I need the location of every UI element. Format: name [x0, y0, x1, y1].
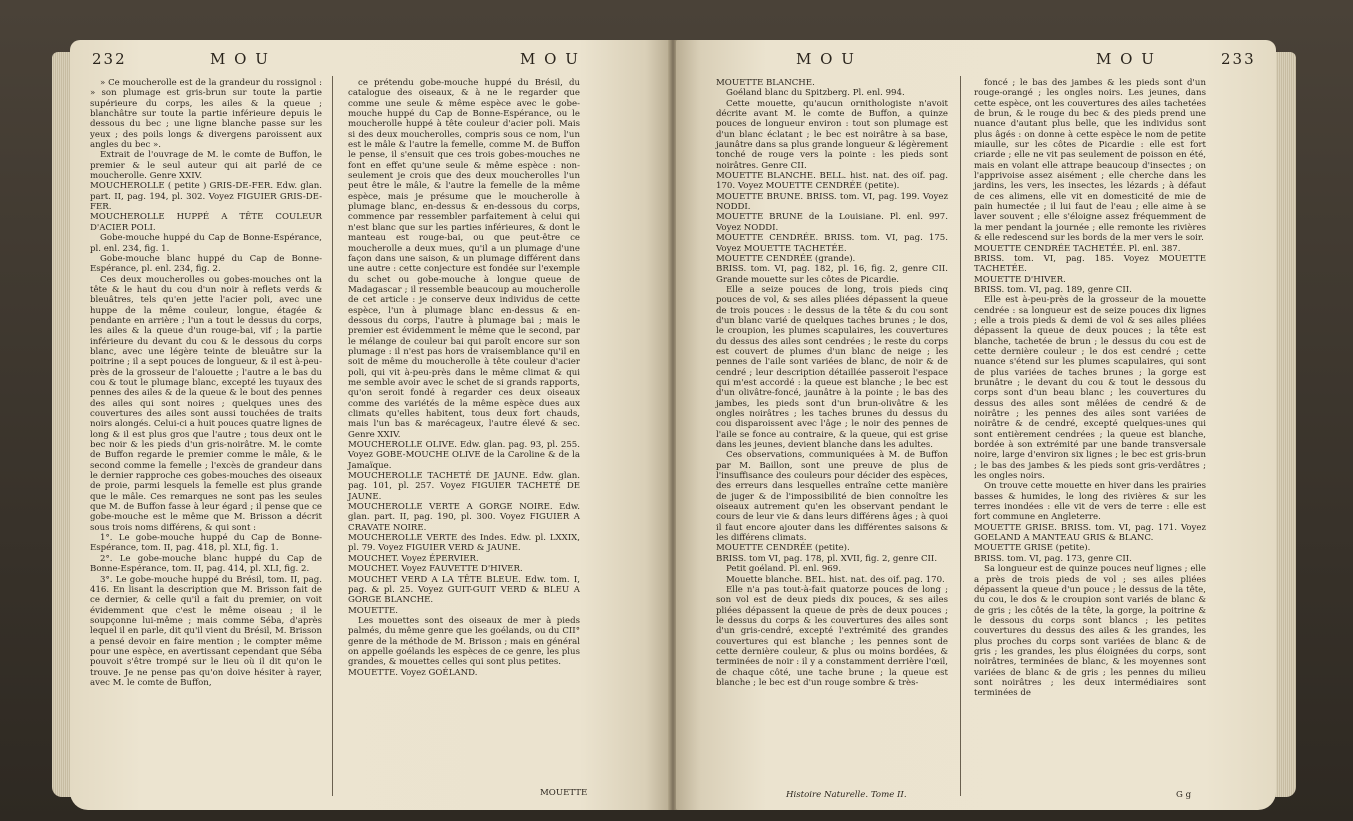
paragraph: Cette mouette, qu'aucun ornithologiste n'avoit décrite avant M. le comte de Buffon, a quinze pouces de longueur environ : tout son plumage est d'un blanc éclatant ; le bec est noirâtre à sa base, jaunâtre dans sa plus grande longueur & légèrement tonché de rouge vers la pointe : les pieds sont noirâtres. Genre CII.: [716, 98, 948, 171]
paragraph: Elle a seize pouces de long, trois pieds cinq pouces de vol, & ses ailes pliées dépassent la queue de trois pouces : le dessus de la tête & du cou sont d'un blanc varié de quelques taches brunes ; le dos, le croupion, les plumes scapulaires, les couvertures du dessus des ailes sont cendrées ; le reste du corps est couvert de plumes d'un blanc de neige ; les pennes de l'aile sont variées de blanc, de noir & de cendré ; leur description détaillée passeroit l'espace qui m'est accordé : la queue est blanche ; le bec est d'un olivâtre-foncé, jaunâtre à la pointe ; le bas des jambes, les pieds sont d'un brun-olivâtre & les ongles noirâtres ; les taches brunes du dessus du cou disparoissent avec l'âge ; le noir des pennes de l'aile se fonce au contraire, & la queue, qui est grise dans les jeunes, devient blanche dans les adultes.: [716, 284, 948, 451]
paragraph: MOUCHEROLLE TACHETÉ DE JAUNE. Edw. glan. pag. 101, pl. 257. Voyez FIGUIER TACHETÉ DE JAUNE.: [348, 471, 580, 502]
paragraph: Gobe-mouche blanc huppé du Cap de Bonne-Espérance, pl. enl. 234, fig. 2.: [90, 253, 322, 275]
paragraph: MOUCHEROLLE HUPPÉ A TÊTE COULEUR D'ACIER POLI.: [90, 212, 322, 233]
left-page: [70, 40, 670, 810]
left-column-1: [90, 78, 322, 688]
paragraph: MOUCHET. Voyez FAUVETTE D'HIVER.: [348, 564, 523, 575]
paragraph: MOUETTE CENDRÉE (grande).: [716, 253, 856, 264]
paragraph: MOUCHET. Voyez ÉPERVIER.: [348, 553, 479, 564]
paragraph: MOUETTE BLANCHE. BELL. hist. nat. des oif. pag. 170. Voyez MOUETTE CENDRÉE (petite).: [716, 171, 948, 192]
left-column-2: [348, 78, 580, 678]
column-divider: [332, 76, 333, 796]
paragraph: Ces deux moucherolles ou gobes-mouches ont la tête & le haut du cou d'un noir à reflets verds & bleuâtres, tels qu'en jette l'acier poli, avec une huppe de la même couleur, longue, étagée & pendante en arrière ; l'un a tout le dessus du corps, les ailes & la queue d'un rouge-bai, vif ; la partie inférieure du devant du cou & le dessous du corps blanc, avec une légère teinte de bleuâtre sur la poitrine ; il a sept pouces de longueur, & il est à-peu-près de la grosseur de l'alouette ; l'autre a le bas du cou & tout le plumage blanc, excepté les tuyaux des pennes des ailes & de la queue & le bout des pennes des ailes qui sont noires ; quelques unes des couvertures des ailes sont aussi touchées de traits noirs alongés. Celui-ci a huit pouces quatre lignes de long & il est plus gros que l'autre ; tous deux ont le bec noir & les pieds d'un gris-noirâtre. M. le comte de Buffon regarde le premier comme le mâle, & le second comme la femelle ; l'excès de grandeur dans le dernier rapproche ces gobes-mouches des oiseaux de proie, parmi lesquels la femelle est plus grande que le mâle. Ces remarques ne sont pas les seules que M. de Buffon fasse à leur égard ; il pense que ce gobe-mouche est le même que M. Brisson a décrit sous trois noms différens, & qui sont :: [90, 274, 322, 533]
paragraph: MOUETTE CENDRÉE (petite).: [716, 543, 850, 554]
paragraph: » Ce moucherolle est de la grandeur du rossignol : » son plumage est gris-brun sur toute la partie supérieure du corps, les ailes & la queue ; blanchâtre sur toute la partie inférieure depuis le dessous du bec ; une ligne blanche passe sur les yeux ; des poils longs & divergens paroissent aux angles du bec ».: [90, 78, 322, 151]
paragraph: MOUETTE.: [348, 605, 398, 616]
page-number: 232: [92, 50, 127, 68]
running-head-2: M O U: [520, 50, 580, 68]
paragraph: BRISS. tom. VI, pag. 173, genre CII.: [974, 553, 1132, 564]
paragraph: Les mouettes sont des oiseaux de mer à pieds palmés, du même genre que les goélands, ou du CII° genre de la méthode de M. Brisson ; mais en général on appelle goélands les espèces de ce genre, les plus grandes, & mouettes celles qui sont plus petites.: [348, 615, 580, 668]
left-page-edges: [52, 52, 72, 797]
paragraph: MOUETTE GRISE. BRISS. tom. VI, pag. 171. Voyez GOELAND A MANTEAU GRIS & BLANC.: [974, 522, 1206, 544]
catchword: MOUETTE: [540, 788, 588, 798]
paragraph: MOUETTE. Voyez GOÉLAND.: [348, 667, 478, 678]
paragraph: Sa longueur est de quinze pouces neuf lignes ; elle a près de trois pieds de vol ; ses ailes pliées dépassent la queue d'un pouce ; le dessus de la tête, du cou, le dos & le croupion sont variés de blanc & de gris ; les côtés de la tête, la gorge, la poitrine & le dessous du corps sont blancs ; les petites couvertures du dessus des ailes & les grandes, les plus proches du corps sont variées de blanc & de gris ; les grandes, les plus éloignées du corps, sont noirâtres, terminées de blanc, & les moyennes sont variées de blanc & de gris ; les pennes du milieu sont noirâtres ; les deux intermédiaires sont terminées de: [974, 564, 1206, 699]
footer-title: Histoire Naturelle. Tome II.: [786, 790, 907, 800]
paragraph: BRISS. tom. VI, pag. 189, genre CII.: [974, 284, 1132, 295]
paragraph: MOUCHEROLLE ( petite ) GRIS-DE-FER. Edw. glan. part. II, pag. 194, pl. 302. Voyez FIGUIER GRIS-DE-FER.: [90, 181, 322, 213]
paragraph: On trouve cette mouette en hiver dans les prairies basses & humides, le long des rivières & sur les terres inondées : elle vit de vers de terre : elle est fort commune en Angleterre.: [974, 481, 1206, 523]
paragraph: Elle est à-peu-près de la grosseur de la mouette cendrée : sa longueur est de seize pouces dix lignes ; elle a trois pieds & demi de vol & ses ailes pliées dépassent la queue de deux pouces ; la tête est blanche, tachetée de brun ; le dessus du cou est de cette dernière couleur ; le dos est cendré ; cette nuance s'étend sur les plumes scapulaires, qui sont de plus variées de taches brunes ; la gorge est brunâtre ; le devant du cou & tout le dessous du corps sont d'un beau blanc ; les couvertures du dessus des ailes sont mêlées de cendré & de noirâtre ; les pennes des ailes sont variées de noirâtre & de cendré, excepté quelques-unes qui sont entièrement cendrées ; la queue est blanche, bordée à son extrémité par une bande transversale noire, large d'environ six lignes ; le bec est gris-brun ; le bas des jambes & les pieds sont gris-verdâtres ; les ongles noirs.: [974, 295, 1206, 482]
paragraph: 1°. Le gobe-mouche huppé du Cap de Bonne-Espérance, tom. II, pag. 418, pl. XLI, fig. 1.: [90, 533, 322, 554]
page-number: 233: [1221, 50, 1256, 68]
paragraph: MOUETTE CENDRÉE. BRISS. tom. VI, pag. 175. Voyez MOUETTE TACHETÉE.: [716, 233, 948, 254]
paragraph: BRISS. tom. VI, pag. 182, pl. 16, fig. 2, genre CII. Grande mouette sur les côtes de Picardie.: [716, 264, 948, 285]
paragraph: Gobe-mouche huppé du Cap de Bonne-Espérance, pl. enl. 234, fig. 1.: [90, 233, 322, 254]
right-page-edges: [1274, 52, 1296, 797]
paragraph: MOUETTE BLANCHE.: [716, 78, 815, 88]
paragraph: Petit goéland. Pl. enl. 969.: [726, 564, 841, 575]
paragraph: MOUCHET VERD A LA TÊTE BLEUE. Edw. tom. I, pag. & pl. 25. Voyez GUIT-GUIT VERD & BLEU A GORGE BLANCHE.: [348, 574, 580, 606]
paragraph: MOUETTE GRISE (petite).: [974, 543, 1091, 554]
paragraph: MOUCHEROLLE VERTE A GORGE NOIRE. Edw. glan. part. II, pag. 190, pl. 300. Voyez FIGUIER A CRAVATE NOIRE.: [348, 502, 580, 533]
paragraph: MOUETTE BRUNE de la Louisiane. Pl. enl. 997. Voyez NODDI.: [716, 212, 948, 233]
paragraph: 2°. Le gobe-mouche blanc huppé du Cap de Bonne-Espérance, tom. II, pag. 414, pl. XLI, fig. 2.: [90, 553, 322, 575]
paragraph: Mouette blanche. BEL. hist. nat. des oif. pag. 170.: [726, 574, 945, 585]
signature-mark: G g: [1176, 790, 1192, 800]
paragraph: Ces observations, communiquées à M. de Buffon par M. Baillon, sont une preuve de plus de l'insuffisance des couleurs pour décider des espèces, des erreurs dans lesquelles entraîne cette manière de juger & de l'impossibilité de bien connoître les oiseaux autrement qu'en les observant pendant le cours de leur vie & dans leurs différens âges ; à quoi il faut encore ajouter dans les différentes saisons & les différens climats.: [716, 450, 948, 544]
paragraph: BRISS. tom VI, pag. 178, pl. XVII, fig. 2, genre CII.: [716, 553, 938, 564]
right-column-2: [974, 78, 1206, 699]
paragraph: foncé ; le bas des jambes & les pieds sont d'un rouge-orangé ; les ongles noirs. Les jeunes, dans cette espèce, ont les couvertures des ailes tachetées de brun, & le rouge du bec & des pieds prend une nuance d'autant plus belle, que les individus sont plus âgés : on donne à cette espèce le nom de petite miaulle, sur les côtes de Picardie : elle est fort criarde ; elle ne vit pas seulement de poisson en été, mais en volant elle attrape beaucoup d'insectes ; on l'apprivoise assez aisément ; elle cherche dans les jardins, les vers, les insectes, les lézards ; à défaut de ces alimens, elle vit en domesticité de mie de pain humectée ; il lui faut de l'eau ; elle aime à se laver souvent ; elle s'éloigne assez fréquemment de la mer pendant la journée ; elle remonte les rivières & elle redescend sur les bords de la mer vers le soir.: [974, 78, 1206, 244]
paragraph: Elle n'a pas tout-à-fait quatorze pouces de long ; son vol est de deux pieds dix pouces, & ses ailes pliées dépassent la queue de près de deux pouces ; le dessus du corps & les couvertures des ailes sont d'un gris-cendré, excepté l'extrémité des grandes couvertures qui est blanche ; les pennes sont de cette dernière couleur, & plus ou moins bordées, & terminées de noir : il y a constamment derrière l'œil, de chaque côté, une tache brune ; la queue est blanche ; le bec est d'un rouge sombre & très-: [716, 584, 948, 688]
running-head-2: M O U: [1096, 50, 1156, 68]
running-head: M O U: [796, 50, 856, 68]
paragraph: MOUETTE BRUNE. BRISS. tom. VI, pag. 199. Voyez NODDI.: [716, 191, 948, 213]
paragraph: MOUCHEROLLE OLIVE. Edw. glan. pag. 93, pl. 255. Voyez GOBE-MOUCHE OLIVE de la Caroline & de la Jamaïque.: [348, 440, 580, 471]
column-divider: [960, 76, 961, 796]
right-column-1: [716, 78, 948, 688]
paragraph: 3°. Le gobe-mouche huppé du Brésil, tom. II, pag. 416. En lisant la description que M. Brisson fait de ce dernier, & celle qu'il a fait du premier, on voit évidemment que c'est le même oiseau ; il le soupçonne lui-même ; mais comme Séba, d'après lequel il en parle, dit qu'il vient du Brésil, M. Brisson a pensé devoir en faire mention ; le compter même pour une espèce, en avertissant cependant que Séba pouvoit s'être trompé sur le lieu où il dit qu'on le trouve. Je ne pense pas qu'on doive hésiter à rayer, avec M. le comte de Buffon,: [90, 574, 322, 688]
paragraph: Extrait de l'ouvrage de M. le comte de Buffon, le premier & le seul auteur qui ait parlé de ce moucherolle. Genre XXIV.: [90, 150, 322, 182]
paragraph: MOUETTE CENDRÉE TACHETÉE. Pl. enl. 387.: [974, 243, 1181, 254]
running-head: M O U: [210, 50, 270, 68]
paragraph: BRISS. tom. VI, pag. 185. Voyez MOUETTE TACHETÉE.: [974, 253, 1206, 275]
paragraph: MOUCHEROLLE VERTE des Indes. Edw. pl. LXXIX, pl. 79. Voyez FIGUIER VERD & JAUNE.: [348, 533, 580, 554]
paragraph: Goéland blanc du Spitzberg. Pl. enl. 994.: [726, 88, 905, 99]
paragraph: MOUETTE D'HIVER.: [974, 274, 1066, 285]
paragraph: ce prétendu gobe-mouche huppé du Brésil, du catalogue des oiseaux, & à ne le regarder que comme une seule & même espèce avec le gobe-mouche huppé du Cap de Bonne-Espérance, ou le moucherolle huppé à tête couleur d'acier poli. Mais si des deux moucherolles, compris sous ce nom, l'un est le mâle & l'autre la femelle, comme M. de Buffon le pense, il s'ensuit que ces trois gobes-mouches ne font en effet qu'une seule & même espèce : non-seulement je crois que des deux moucherolles l'un peut être le mâle, & l'autre la femelle de la même espèce, mais je présume que le moucherolle à plumage blanc, en-dessus & en-dessous du corps, commence par ressembler parfaitement à celui qui n'est blanc que sur les parties inférieures, & dont le manteau est rouge-bai, ou que peut-être ce moucherolle a deux mues, qu'il a un plumage d'une façon dans une saison, & un plumage différent dans une autre : cette conjecture est fondée sur l'exemple du schet ou gobe-mouche à longue queue de Madagascar ; il ressemble beaucoup au moucherolle de cet article : je conserve deux individus de cette espèce, l'un à plumage blanc en-dessus & en-dessous du corps, l'autre à plumage bai ; mais le premier est évidemment le même que le second, par le mélange de couleur bai qui paroît encore sur son plumage : il n'est pas hors de vraisemblance qu'il en soit de même du moucherolle à tête couleur d'acier poli, qui vit à-peu-près dans le même climat & qui me semble avoir avec le schet de si grands rapports, qu'on seroit fondé à regarder ces deux oiseaux comme des variétés de la même espèce dues aux climats qu'elles habitent, tous deux fort chauds, mais l'un bas & marécageux, l'autre élevé & sec. Genre XXIV.: [348, 78, 580, 440]
right-page: [676, 40, 1276, 810]
